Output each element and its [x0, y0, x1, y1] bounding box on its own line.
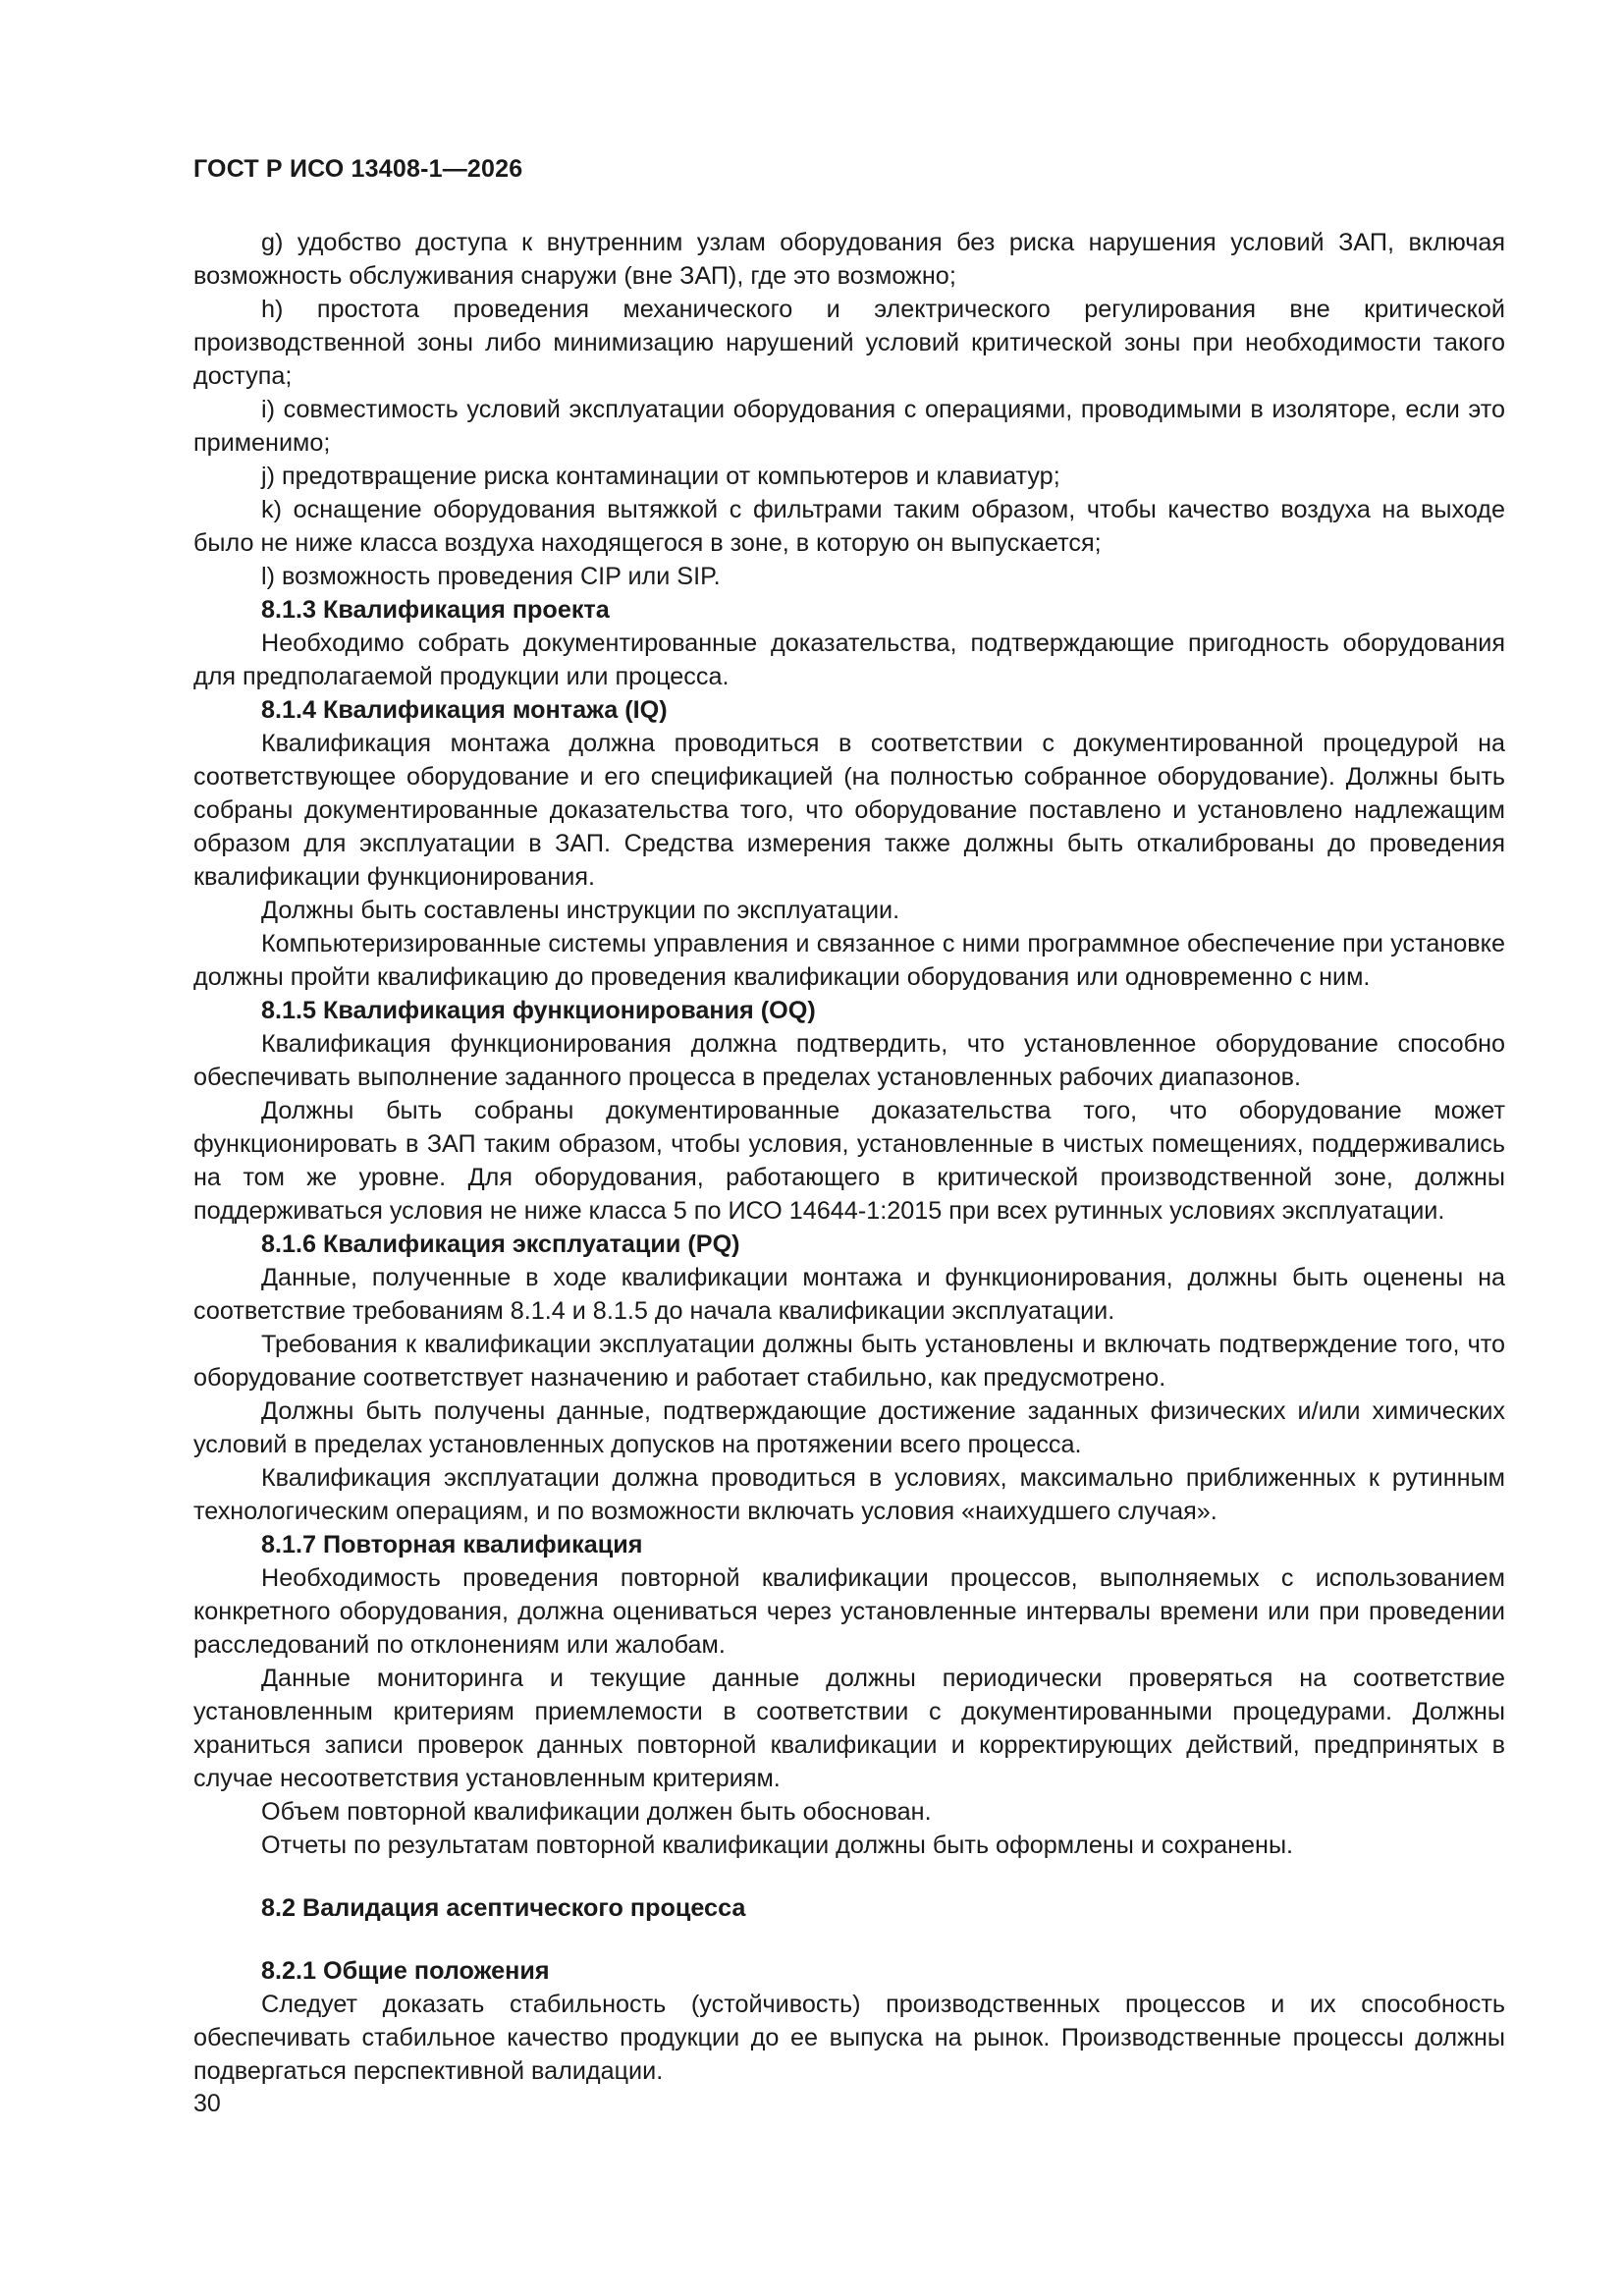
paragraph: Квалификация монтажа должна проводиться в соответствии с документированной процедурой на соответствующее оборудование и его спецификацией (на полностью собранное оборудование). Должны быть собраны документированные доказательства того, что оборудование поставлено и установлено надлежащим образом для эксплуатации в ЗАП. Средства измерения также должны быть откалиброваны до проведения квалификации функционирования. [193, 730, 1505, 891]
paragraph: h) простота проведения механического и электрического регулирования вне критической производственной зоны либо минимизацию нарушений условий критической зоны при необходимости такого доступа; [193, 296, 1505, 390]
paragraph: Должны быть собраны документированные доказательства того, что оборудование может функционировать в ЗАП таким образом, чтобы условия, установленные в чистых помещениях, поддерживались на том же уровне. Для оборудования, работающего в критической производственной зоне, должны поддерживаться условия не ниже класса 5 по ИСО 14644-1:2015 при всех рутинных условиях эксплуатации. [193, 1097, 1505, 1225]
section-heading: 8.2 Валидация асептического процесса [261, 1894, 746, 1922]
document-body [193, 226, 1505, 2088]
paragraph: l) возможность проведения CIP или SIP. [261, 563, 721, 590]
section-heading: 8.1.3 Квалификация проекта [261, 596, 610, 624]
section-heading: 8.1.4 Квалификация монтажа (IQ) [261, 696, 668, 724]
paragraph: i) совместимость условий эксплуатации оборудования с операциями, проводимыми в изоляторе, если это применимо; [193, 396, 1505, 457]
page-number: 30 [193, 2090, 221, 2117]
standard-header: ГОСТ Р ИСО 13408-1—2026 [193, 155, 523, 183]
paragraph: Требования к квалификации эксплуатации должны быть установлены и включать подтверждение того, что оборудование соответствует назначению и работает стабильно, как предусмотрено. [193, 1331, 1505, 1392]
paragraph: Квалификация функционирования должна подтвердить, что установленное оборудование способно обеспечивать выполнение заданного процесса в пределах установленных рабочих диапазонов. [193, 1030, 1505, 1091]
paragraph: Квалификация эксплуатации должна проводиться в условиях, максимально приближенных к рутинным технологическим операциям, и по возможности включать условия «наихудшего случая». [193, 1464, 1505, 1525]
paragraph: j) предотвращение риска контаминации от компьютеров и клавиатур; [261, 463, 1060, 490]
paragraph: Необходимо собрать документированные доказательства, подтверждающие пригодность оборудования для предполагаемой продукции или процесса. [193, 629, 1505, 690]
paragraph: Необходимость проведения повторной квалификации процессов, выполняемых с использованием конкретного оборудования, должна оцениваться через установленные интервалы времени или при проведении расследований по отклонениям или жалобам. [193, 1564, 1505, 1659]
paragraph: Отчеты по результатам повторной квалификации должны быть оформлены и сохранены. [261, 1831, 1294, 1859]
paragraph: Данные, полученные в ходе квалификации монтажа и функционирования, должны быть оценены на соответствие требованиям 8.1.4 и 8.1.5 до начала квалификации эксплуатации. [193, 1264, 1505, 1325]
section-heading: 8.1.7 Повторная квалификация [261, 1531, 643, 1558]
paragraph: k) оснащение оборудования вытяжкой с фильтрами таким образом, чтобы качество воздуха на выходе было не ниже класса воздуха находящегося в зоне, в которую он выпускается; [193, 496, 1505, 557]
paragraph: Должны быть составлены инструкции по эксплуатации. [261, 897, 900, 924]
section-heading: 8.1.5 Квалификация функционирования (OQ) [261, 997, 816, 1024]
paragraph: g) удобство доступа к внутренним узлам оборудования без риска нарушения условий ЗАП, включая возможность обслуживания снаружи (вне ЗАП), где это возможно; [193, 229, 1505, 290]
paragraph: Объем повторной квалификации должен быть обоснован. [261, 1798, 932, 1826]
paragraph: Должны быть получены данные, подтверждающие достижение заданных физических и/или химических условий в пределах установленных допусков на протяжении всего процесса. [193, 1397, 1505, 1458]
paragraph: Следует доказать стабильность (устойчивость) производственных процессов и их способность обеспечивать стабильное качество продукции до ее выпуска на рынок. Производственные процессы должны подвергаться перспективной валидации. [193, 1991, 1505, 2085]
paragraph: Компьютеризированные системы управления и связанное с ними программное обеспечение при установке должны пройти квалификацию до проведения квалификации оборудования или одновременно с ним. [193, 930, 1505, 991]
paragraph: Данные мониторинга и текущие данные должны периодически проверяться на соответствие установленным критериям приемлемости в соответствии с документированными процедурами. Должны храниться записи проверок данных повторной квалификации и корректирующих действий, предпринятых в случае несоответствия установленным критериям. [193, 1665, 1505, 1792]
section-heading: 8.2.1 Общие положения [261, 1957, 550, 1985]
section-heading: 8.1.6 Квалификация эксплуатации (PQ) [261, 1230, 740, 1258]
